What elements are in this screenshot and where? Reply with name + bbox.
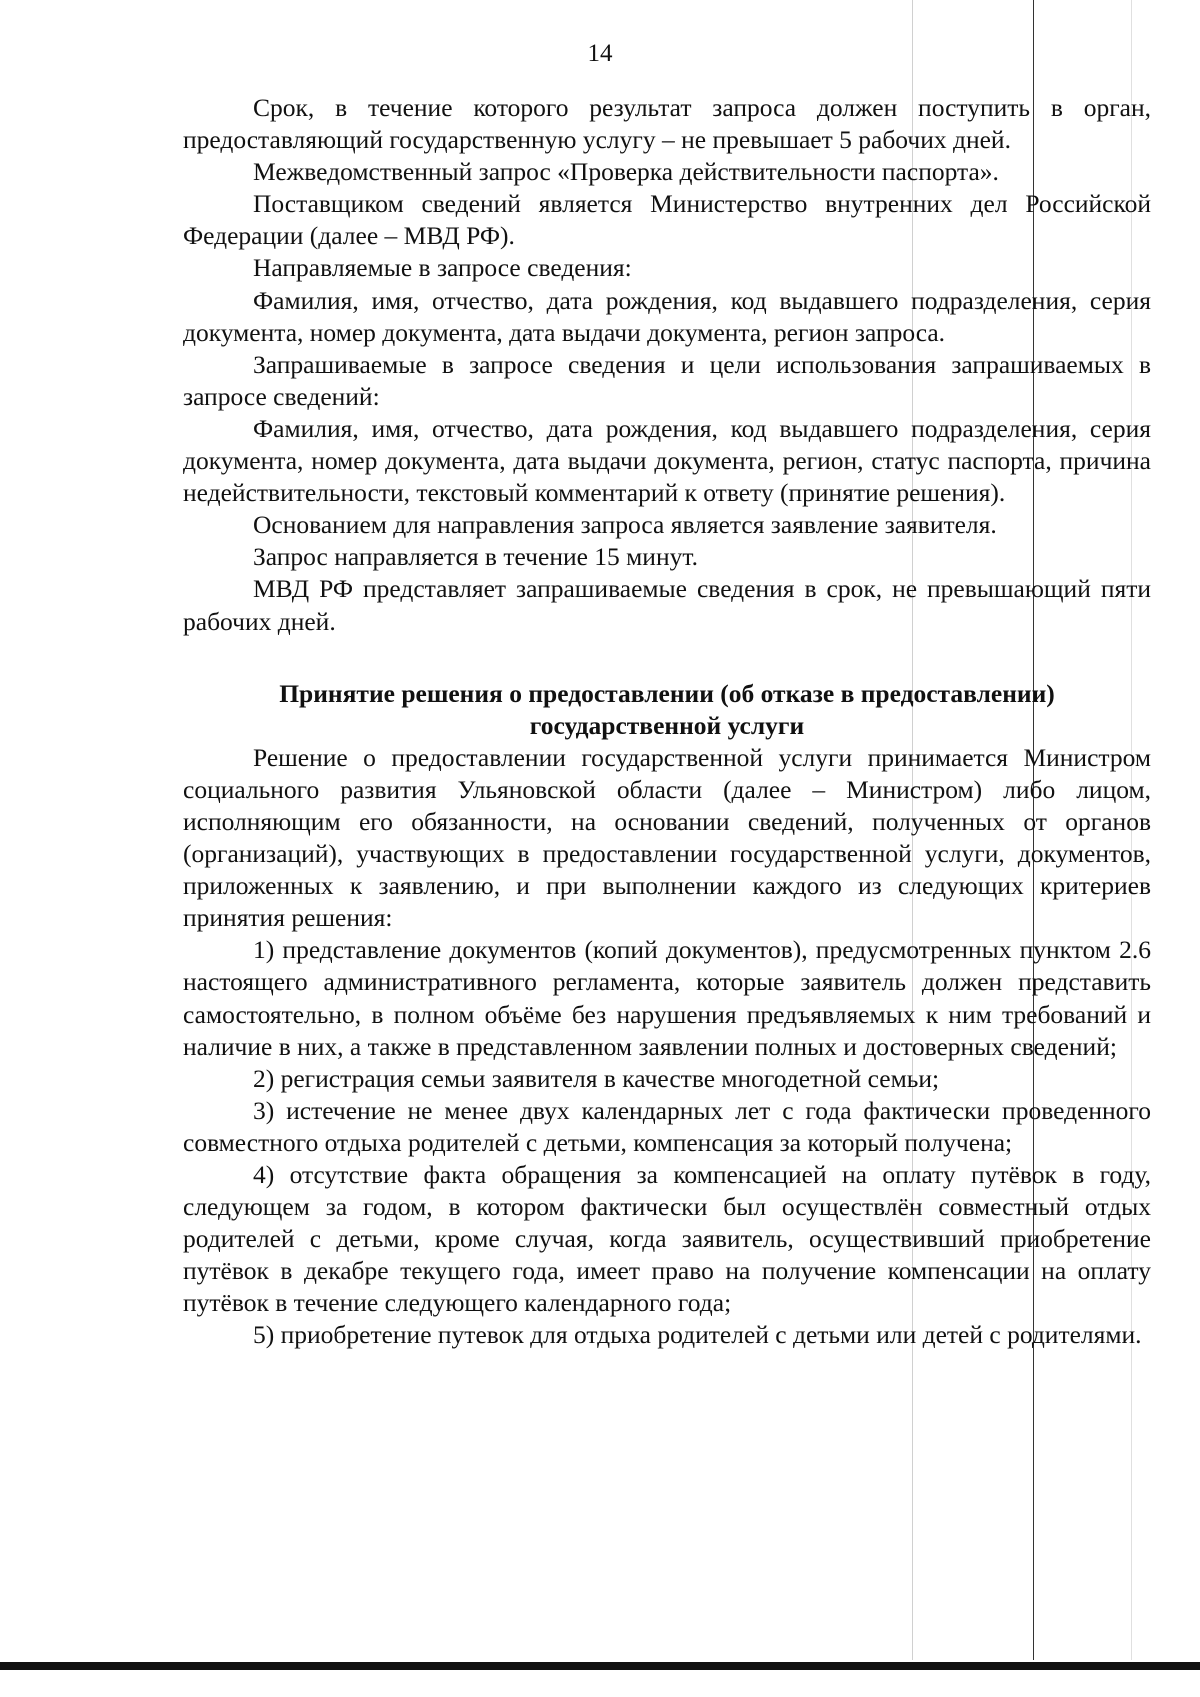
paragraph: Срок, в течение которого результат запроса должен поступить в орган, предоставляющий государственную услугу – не превышает 5 рабочих дней.	[183, 93, 1151, 155]
paragraph: Основанием для направления запроса является заявление заявителя.	[253, 510, 997, 540]
paragraph: Запрашиваемые в запросе сведения и цели использования запрашиваемых в запросе сведений:	[183, 349, 1151, 411]
paragraph: Фамилия, имя, отчество, дата рождения, код выдавшего подразделения, серия документа, номер документа, дата выдачи документа, регион, статус паспорта, причина недействительности, текстовый комментарий к ответу (принятие решения).	[183, 413, 1151, 508]
paragraph: МВД РФ представляет запрашиваемые сведения в срок, не превышающий пяти рабочих дней.	[183, 574, 1151, 636]
paragraph: Решение о предоставлении государственной услуги принимается Министром социального развития Ульяновской области (далее – Министром) либо лицом, исполняющим его обязанности, на основании сведений, полученных от органов (организаций), участвующих в предоставлении государственной услуги, документов, приложенных к заявлению, и при выполнении каждого из следующих критериев принятия решения:	[183, 742, 1151, 933]
section-heading	[183, 678, 1151, 742]
section-heading-line: государственной услуги	[529, 710, 805, 740]
page-number: 14	[587, 40, 613, 67]
list-item: 1) представление документов (копий документов), предусмотренных пунктом 2.6 настоящего административного регламента, которые заявитель должен представить самостоятельно, в полном объёме без нарушения предъявляемых к ним требований и наличие в них, а также в представленном заявлении полных и достоверных сведений;	[183, 935, 1151, 1061]
paragraph: Фамилия, имя, отчество, дата рождения, код выдавшего подразделения, серия документа, номер документа, дата выдачи документа, регион запроса.	[183, 285, 1151, 347]
page-bottom-margin	[0, 1670, 1200, 1697]
document-body	[183, 92, 1151, 1352]
list-item: 5) приобретение путевок для отдыха родителей с детьми или детей с родителями.	[253, 1320, 1142, 1350]
paragraph: Межведомственный запрос «Проверка действительности паспорта».	[253, 157, 999, 187]
paragraph: Поставщиком сведений является Министерство внутренних дел Российской Федерации (далее – МВД РФ).	[183, 189, 1151, 251]
paragraph: Запрос направляется в течение 15 минут.	[253, 542, 698, 572]
page-bottom-border	[0, 1662, 1200, 1670]
paragraph: Направляемые в запросе сведения:	[253, 253, 632, 283]
list-item: 2) регистрация семьи заявителя в качестве многодетной семьи;	[253, 1063, 940, 1093]
list-item: 4) отсутствие факта обращения за компенсацией на оплату путёвок в году, следующем за годом, в котором фактически был осуществлён совместный отдых родителей с детьми, кроме случая, когда заявитель, осуществивший приобретение путёвок в декабре текущего года, имеет право на получение компенсации на оплату путёвок в течение следующего календарного года;	[183, 1160, 1151, 1318]
section-heading-line: Принятие решения о предоставлении (об отказе в предоставлении)	[279, 678, 1055, 708]
list-item: 3) истечение не менее двух календарных лет с года фактически проведенного совместного отдыха родителей с детьми, компенсация за который получена;	[183, 1095, 1151, 1157]
